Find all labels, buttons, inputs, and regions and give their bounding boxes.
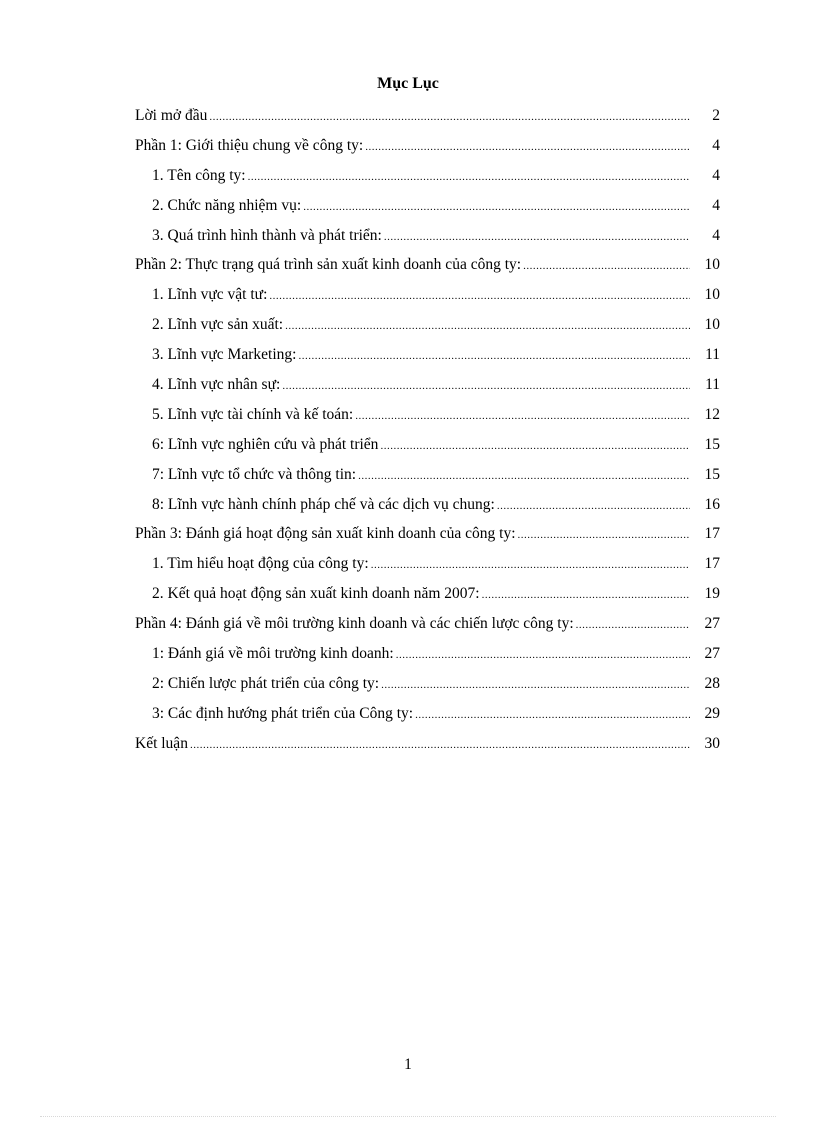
toc-entry-label: 2. Chức năng nhiệm vụ: xyxy=(152,196,302,214)
toc-entry-label: 7: Lĩnh vực tổ chức và thông tin: xyxy=(152,465,357,483)
toc-entry-page: 30 xyxy=(704,734,720,752)
toc-entry-label: Lời mở đầu xyxy=(135,107,208,124)
toc-dot-leader xyxy=(355,402,690,430)
toc-dot-leader xyxy=(415,701,690,729)
toc-entry-label: Kết luận xyxy=(135,734,188,752)
toc-entry[interactable] xyxy=(135,729,720,759)
toc-entry-page: 11 xyxy=(705,346,720,364)
page-number: 1 xyxy=(404,1056,412,1073)
toc-entry-label: 1. Lĩnh vực vật tư: xyxy=(152,286,268,304)
toc-entry-page: 15 xyxy=(704,465,720,483)
toc-dot-leader xyxy=(298,342,690,370)
toc-entry-page: 4 xyxy=(712,226,720,244)
toc-entry-page: 4 xyxy=(712,136,720,154)
toc-entry-page: 2 xyxy=(712,107,720,124)
toc-title: Mục Lục xyxy=(377,75,439,92)
toc-entry[interactable] xyxy=(135,400,720,430)
toc-entry-label: 6: Lĩnh vực nghiên cứu và phát triển xyxy=(152,435,379,453)
toc-entry-label: 2. Lĩnh vực sản xuất: xyxy=(152,316,284,334)
toc-entry[interactable] xyxy=(135,280,720,310)
toc-entry[interactable] xyxy=(135,699,720,729)
toc-entry-page: 29 xyxy=(704,704,720,722)
toc-dot-leader xyxy=(190,731,690,759)
toc-entry-page: 17 xyxy=(704,555,720,573)
toc-entry[interactable] xyxy=(135,250,720,280)
toc-entry-label: 1. Tên công ty: xyxy=(152,166,246,184)
toc-entry-label: 5. Lĩnh vực tài chính và kế toán: xyxy=(152,405,354,423)
toc-dot-leader xyxy=(248,163,690,191)
toc-entry-label: 1. Tìm hiểu hoạt động của công ty: xyxy=(152,555,369,573)
toc-dot-leader xyxy=(381,671,690,699)
toc-dot-leader xyxy=(371,551,690,579)
toc-entry-label: 3. Lĩnh vực Marketing: xyxy=(152,346,297,364)
toc-entry[interactable] xyxy=(135,370,720,400)
toc-entry[interactable] xyxy=(135,430,720,460)
toc-entry-label: 3: Các định hướng phát triển của Công ty: xyxy=(152,704,414,722)
toc-entry-page: 17 xyxy=(704,525,720,543)
page-bottom-divider xyxy=(40,1116,776,1117)
toc-dot-leader xyxy=(380,432,690,460)
toc-entry-page: 10 xyxy=(704,286,720,304)
toc-entry-label: Phần 1: Giới thiệu chung về công ty: xyxy=(135,136,364,154)
toc-entry[interactable] xyxy=(135,549,720,579)
toc-entry-page: 28 xyxy=(704,674,720,692)
toc-dot-leader xyxy=(497,492,690,520)
toc-entry[interactable] xyxy=(135,191,720,221)
toc-dot-leader xyxy=(365,133,690,161)
toc-entry[interactable] xyxy=(135,340,720,370)
toc-entry-page: 11 xyxy=(705,376,720,394)
toc-entry-label: Phần 2: Thực trạng quá trình sản xuất kinh doanh của công ty: xyxy=(135,256,522,274)
toc-entry-page: 4 xyxy=(712,196,720,214)
toc-entry[interactable] xyxy=(135,460,720,490)
toc-dot-leader xyxy=(523,252,690,280)
toc-entry[interactable] xyxy=(135,579,720,609)
toc-entry-label: 8: Lĩnh vực hành chính pháp chế và các dịch vụ chung: xyxy=(152,495,495,513)
toc-entry[interactable] xyxy=(135,161,720,191)
toc-entry[interactable] xyxy=(135,221,720,251)
toc-entry-page: 27 xyxy=(704,615,720,633)
toc-entry-label: 1: Đánh giá về môi trường kinh doanh: xyxy=(152,645,394,663)
toc-entry-label: 2: Chiến lược phát triển của công ty: xyxy=(152,674,380,692)
toc-dot-leader xyxy=(358,462,690,490)
toc-entry-page: 10 xyxy=(704,316,720,334)
toc-entry[interactable] xyxy=(135,609,720,639)
toc-entry-label: 3. Quá trình hình thành và phát triển: xyxy=(152,226,382,244)
toc-dot-leader xyxy=(518,521,690,549)
toc-dot-leader xyxy=(209,103,690,131)
toc-entry-label: 2. Kết quả hoạt động sản xuất kinh doanh năm 2007: xyxy=(152,585,480,603)
toc-entry[interactable] xyxy=(135,490,720,520)
toc-entry-page: 12 xyxy=(704,405,720,423)
toc-entry-page: 16 xyxy=(704,495,720,513)
toc-entry-label: Phần 3: Đánh giá hoạt động sản xuất kinh doanh của công ty: xyxy=(135,525,516,543)
toc-entry-page: 4 xyxy=(712,166,720,184)
toc-dot-leader xyxy=(282,372,690,400)
toc-entry[interactable] xyxy=(135,669,720,699)
toc-dot-leader xyxy=(384,223,690,251)
toc-entry-label: 4. Lĩnh vực nhân sự: xyxy=(152,376,281,394)
toc-entry[interactable] xyxy=(135,101,720,131)
toc-entry-page: 15 xyxy=(704,435,720,453)
toc-entry-page: 10 xyxy=(704,256,720,274)
toc-entry-label: Phần 4: Đánh giá về môi trường kinh doanh và các chiến lược công ty: xyxy=(135,615,574,633)
toc-entry[interactable] xyxy=(135,519,720,549)
toc-entry[interactable] xyxy=(135,639,720,669)
toc-dot-leader xyxy=(303,193,690,221)
toc-entry[interactable] xyxy=(135,310,720,340)
toc-entry-page: 19 xyxy=(704,585,720,603)
table-of-contents xyxy=(135,101,720,759)
toc-dot-leader xyxy=(576,611,690,639)
toc-dot-leader xyxy=(269,282,690,310)
toc-dot-leader xyxy=(396,641,690,669)
toc-entry[interactable] xyxy=(135,131,720,161)
toc-entry-page: 27 xyxy=(704,645,720,663)
toc-dot-leader xyxy=(285,312,690,340)
toc-dot-leader xyxy=(482,581,690,609)
